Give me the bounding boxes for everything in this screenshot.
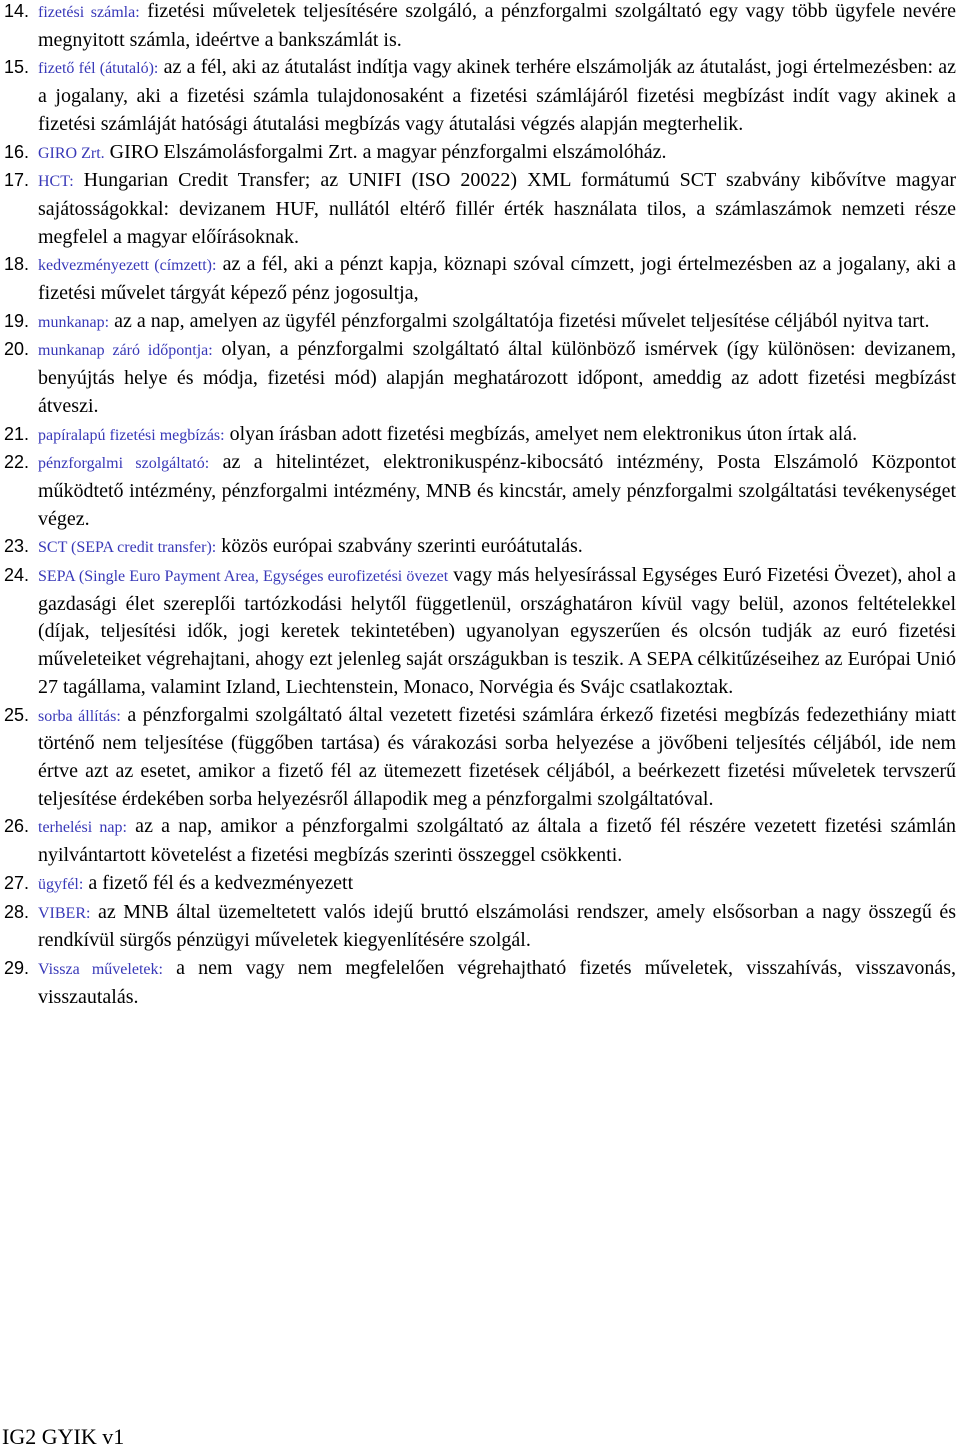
definition-term: SEPA (Single Euro Payment Area, Egységes eurofizetési övezet: [38, 568, 449, 586]
item-number: 14.: [4, 1, 30, 21]
definition-term: SCT (SEPA credit transfer):: [38, 539, 217, 557]
definition-text: az a fél, aki az átutalást indítja vagy akinek terhére elszámolják az átutalást, jogi értelmezésben: az a jogalany, aki a fizetési számla tulajdonosaként a fizetési számlájáról fizetési megbízást indít vagy akinek a fizetési számláját hatósági átutalási megbízás vagy átutalási végzés alapján megterhelik.: [38, 56, 957, 135]
definition-text: a nem vagy nem megfelelően végrehajtható fizetés műveletek, visszahívás, visszavonás, visszautalás.: [38, 956, 957, 1008]
item-number: 20.: [4, 339, 30, 360]
definition-term: pénzforgalmi szolgáltató:: [38, 455, 210, 473]
item-number: 24.: [4, 565, 30, 586]
definition-term: HCT:: [38, 173, 74, 191]
definition-item: [4, 336, 956, 420]
definition-term: munkanap:: [38, 313, 110, 331]
definition-item: [4, 562, 956, 702]
definition-item: [4, 813, 956, 869]
definition-item: [4, 167, 956, 251]
definition-text: az MNB által üzemeltetett valós idejű bruttó elszámolási rendszer, amely elsősorban a nagy összegű és rendkívül sürgős pénzügyi műveletek kiegyenlítésére szolgál.: [38, 900, 956, 952]
definition-item: [4, 899, 956, 955]
definition-term: sorba állítás:: [38, 707, 121, 725]
definition-item: [4, 54, 956, 138]
definition-item: [4, 533, 956, 562]
definition-text: az a hitelintézet, elektronikuspénz-kibocsátó intézmény, Posta Elszámoló Központot működtető intézmény, pénzforgalmi intézmény, MNB és kincstár, amely pénzforgalmi szolgáltatási tevékenységet végez.: [38, 451, 957, 530]
item-number: 21.: [4, 423, 30, 444]
item-number: 26.: [4, 816, 30, 837]
item-number: 27.: [4, 872, 30, 893]
definition-term: fizetési számla:: [38, 4, 140, 21]
definition-item: [4, 0, 956, 54]
definition-text: az a nap, amikor a pénzforgalmi szolgáltató az általa a fizető fél részére vezetett fizetési számlán nyilvántartott követelést a fizetési megbízás szerinti összeggel csökkenti.: [38, 815, 956, 867]
definition-item: [4, 251, 956, 307]
definition-item: [4, 421, 956, 450]
definition-text: Hungarian Credit Transfer; az UNIFI (ISO 20022) XML formátumú SCT szabvány kibővítve magyar sajátosságokkal: devizanem HUF, nullától eltérő fillér érték használata tilos, a számlaszámok nemzeti része megfelel a magyar előírásoknak.: [38, 169, 956, 248]
definition-item: [4, 870, 956, 899]
definition-term: ügyfél:: [38, 875, 84, 893]
item-number: 28.: [4, 901, 30, 922]
definition-term: papíralapú fizetési megbízás:: [38, 426, 225, 444]
definition-item: [4, 449, 956, 533]
item-number: 15.: [4, 57, 30, 78]
item-number: 16.: [4, 141, 30, 162]
definition-text: fizetési műveletek teljesítésére szolgáló, a pénzforgalmi szolgáltató egy vagy több ügyfele nevére megnyitott számla, ideértve a bankszámlát is.: [38, 0, 956, 51]
definition-text: a pénzforgalmi szolgáltató által vezetett fizetési számlára érkező fizetési megbízás fedezethiány miatt történő nem teljesítése (függőben tartása) és várakozási sorba helyezése a jövőbeni teljesítés céljából, ide nem értve azt az esetet, amikor a fizető fél az ütemezett fizetések céljából, a beérkezett fizetési műveletek tervszerű teljesítése érdekében sorba helyezésről állapodik meg a pénzforgalmi szolgáltatóval.: [38, 703, 956, 810]
definition-term: Vissza műveletek:: [38, 960, 163, 978]
definition-text: az a nap, amelyen az ügyfél pénzforgalmi szolgáltatója fizetési művelet teljesítése céljából nyitva tart.: [109, 309, 930, 332]
item-number: 25.: [4, 704, 30, 725]
item-number: 17.: [4, 170, 30, 191]
definition-text: a fizető fél és a kedvezményezett: [83, 871, 354, 894]
definition-text: GIRO Elszámolásforgalmi Zrt. a magyar pénzforgalmi elszámolóház.: [104, 140, 667, 163]
definition-term: fizető fél (átutaló):: [38, 60, 159, 78]
definition-item: [4, 702, 956, 814]
definition-list: [4, 0, 956, 1011]
definition-text: vagy más helyesírással Egységes Euró Fizetési Övezet), ahol a gazdasági élet szereplői tartózkodási helytől függetlenül, országhatáron kívül vagy belül, azonos feltételekkel (díjak, teljesítési idők, jogi keretek tekintetében) ugyanolyan egyszerűen és olcsón tudják az euró fizetési műveleteiket végrehajtani, ahogy ezt jelenleg saját országukban is teszik. A SEPA célkitűzéseihez az Európai Unió 27 tagállama, valamint Izland, Liechtenstein, Monaco, Norvégia és Svájc csatlakoztak.: [38, 564, 956, 698]
definition-text: olyan, a pénzforgalmi szolgáltató által különböző ismérvek (így különösen: devizanem, benyújtás helye és módja, fizetési mód) alapján meghatározott időpont, ameddig az adott fizetési megbízást átveszi.: [38, 338, 956, 417]
definition-text: közös európai szabvány szerinti euróátutalás.: [216, 535, 583, 558]
item-number: 29.: [4, 957, 30, 978]
definition-term: VIBER:: [38, 904, 91, 922]
definition-term: terhelési nap:: [38, 819, 127, 837]
definition-text: olyan írásban adott fizetési megbízás, amelyet nem elektronikus úton írtak alá.: [224, 422, 858, 445]
item-number: 23.: [4, 536, 30, 557]
definition-term: munkanap záró időpontja:: [38, 342, 213, 360]
footer-label: IG2 GYIK v1: [2, 1424, 125, 1449]
definition-item: [4, 955, 956, 1011]
item-number: 19.: [4, 310, 30, 331]
definition-term: GIRO Zrt.: [38, 144, 105, 162]
definition-item: [4, 308, 956, 337]
definition-item: [4, 139, 956, 168]
definition-term: kedvezményezett (címzett):: [38, 257, 217, 275]
item-number: 18.: [4, 254, 30, 275]
item-number: 22.: [4, 452, 30, 473]
definition-text: az a fél, aki a pénzt kapja, köznapi szóval címzett, jogi értelmezésben az a jogalany, aki a fizetési művelet tárgyát képező pénz jogosultja,: [38, 253, 956, 305]
